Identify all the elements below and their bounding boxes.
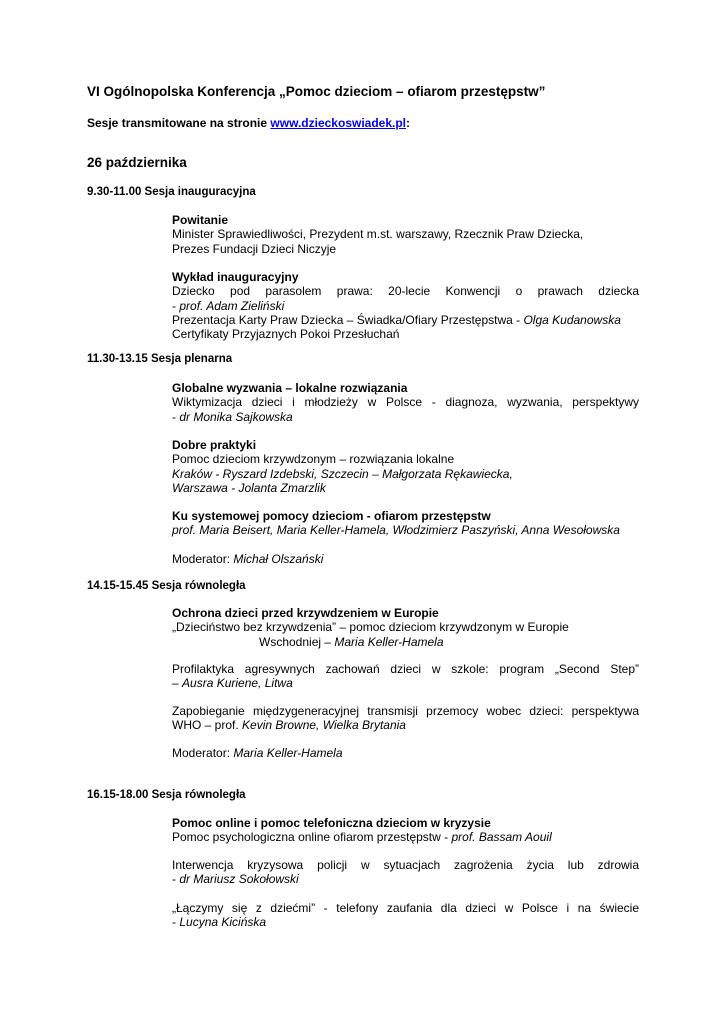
- moderator-label: Moderator:: [172, 746, 234, 760]
- session-1-lecture: [172, 270, 639, 341]
- speaker: prof. Bassam Aouil: [451, 830, 552, 845]
- item-line: [172, 299, 639, 313]
- item-line: [172, 313, 639, 327]
- item-line: [172, 410, 639, 424]
- item-line: [172, 872, 639, 886]
- item-line: [172, 718, 639, 732]
- session-4-online: [172, 816, 639, 845]
- item-heading: Ku systemowej pomocy dzieciom - ofiarom przestępstw: [172, 509, 491, 523]
- item-line: [172, 915, 639, 929]
- session-2-moderator: [172, 552, 639, 566]
- item-line: „Łączymy się z dziećmi” - telefony zaufania dla dzieci w Polsce i na świecie: [172, 901, 639, 915]
- moderator-label: Moderator:: [172, 552, 234, 566]
- session-3-time: 14.15-15.45 Sesja równoległa: [87, 580, 246, 592]
- item-line: Interwencja kryzysowa policji w sytuacjach zagrożenia życia lub zdrowia: [172, 858, 639, 872]
- dash: -: [172, 872, 180, 887]
- dash: -: [172, 409, 180, 424]
- item-text: Prezentacja Karty Praw Dziecka – Świadka/Ofiary Przestępstwa -: [172, 312, 524, 327]
- speakers: prof. Maria Beisert, Maria Keller-Hamela, Włodzimierz Paszyński, Anna Wesołowska: [172, 523, 620, 538]
- item-heading: Ochrona dzieci przed krzywdzeniem w Europie: [172, 606, 439, 620]
- item-line: [172, 676, 639, 690]
- session-1-welcome: [172, 213, 639, 256]
- speaker: dr Monika Sajkowska: [179, 409, 293, 424]
- stream-suffix: :: [406, 116, 411, 130]
- session-2-practices: [172, 438, 639, 495]
- item-line: Wiktymizacja dzieci i młodzieży w Polsce - diagnoza, wyzwania, perspektywy: [172, 395, 639, 410]
- speaker: Lucyna Kicińska: [179, 915, 267, 930]
- session-2-global: [172, 381, 639, 424]
- item-heading: Powitanie: [172, 213, 229, 227]
- moderator-name: Michał Olszański: [233, 552, 324, 566]
- session-2-systemic: [172, 509, 639, 538]
- item-line: Prezes Fundacji Dzieci Niczyje: [172, 241, 337, 256]
- speaker: prof. Adam Zieliński: [179, 298, 285, 313]
- speaker: Olga Kudanowska: [523, 312, 621, 327]
- item-line: Zapobieganie międzygeneracyjnej transmisji przemocy wobec dzieci: perspektywa: [172, 704, 639, 718]
- speaker: Maria Keller-Hamela: [334, 634, 444, 649]
- session-4-police: [172, 858, 639, 887]
- session-3-who: [172, 704, 639, 733]
- stream-info: [87, 116, 410, 130]
- moderator-line: [172, 746, 639, 760]
- item-heading: Dobre praktyki: [172, 438, 257, 452]
- session-2-time: 11.30-13.15 Sesja plenarna: [87, 353, 233, 365]
- dash: -: [172, 915, 180, 930]
- item-line: Dziecko pod parasolem prawa: 20-lecie Konwencji o prawach dziecka: [172, 284, 639, 299]
- session-3-moderator: [172, 746, 639, 760]
- item-line: Minister Sprawiedliwości, Prezydent m.st. warszawy, Rzecznik Praw Dziecka,: [172, 227, 584, 242]
- item-text: Pomoc psychologiczna online ofiarom przestępstw -: [172, 830, 452, 845]
- item-line: Profilaktyka agresywnych zachowań dzieci w szkole: program „Second Step”: [172, 662, 639, 676]
- moderator-name: Maria Keller-Hamela: [233, 746, 343, 760]
- session-1-time: 9.30-11.00 Sesja inauguracyjna: [87, 186, 256, 198]
- conference-title: VI Ogólnopolska Konferencja „Pomoc dzieciom – ofiarom przestępstw”: [87, 84, 546, 99]
- stream-link[interactable]: www.dzieckoswiadek.pl: [270, 116, 407, 130]
- speakers: Warszawa - Jolanta Zmarzlik: [172, 480, 326, 495]
- speaker: dr Mariusz Sokołowski: [179, 872, 299, 887]
- item-line: [172, 830, 639, 844]
- item-heading: Globalne wyzwania – lokalne rozwiązania: [172, 381, 408, 395]
- session-3-prevention: [172, 662, 639, 691]
- session-4-helplines: [172, 901, 639, 930]
- item-line: Pomoc dzieciom krzywdzonym – rozwiązania lokalne: [172, 452, 455, 467]
- item-line: [172, 635, 639, 649]
- day-heading: 26 października: [87, 155, 187, 170]
- item-heading: Wykład inauguracyjny: [172, 270, 299, 284]
- speaker: Ausra Kuriene, Litwa: [182, 676, 293, 691]
- dash: –: [172, 676, 183, 691]
- item-text: WHO – prof.: [172, 718, 243, 733]
- item-heading: Pomoc online i pomoc telefoniczna dzieciom w kryzysie: [172, 816, 491, 830]
- stream-text: Sesje transmitowane na stronie: [87, 116, 271, 130]
- item-line: „Dzieciństwo bez krzywdzenia” – pomoc dzieciom krzywdzonym w Europie: [172, 620, 569, 635]
- moderator-line: [172, 552, 639, 566]
- item-text: Wschodniej –: [259, 634, 335, 649]
- speaker: Kevin Browne, Wielka Brytania: [242, 718, 406, 733]
- speakers: Kraków - Ryszard Izdebski, Szczecin – Małgorzata Rękawiecka,: [172, 466, 513, 481]
- dash: -: [172, 298, 180, 313]
- item-line: Certyfikaty Przyjaznych Pokoi Przesłuchań: [172, 327, 400, 342]
- session-3-protection: [172, 606, 639, 649]
- session-4-time: 16.15-18.00 Sesja równoległa: [87, 789, 246, 801]
